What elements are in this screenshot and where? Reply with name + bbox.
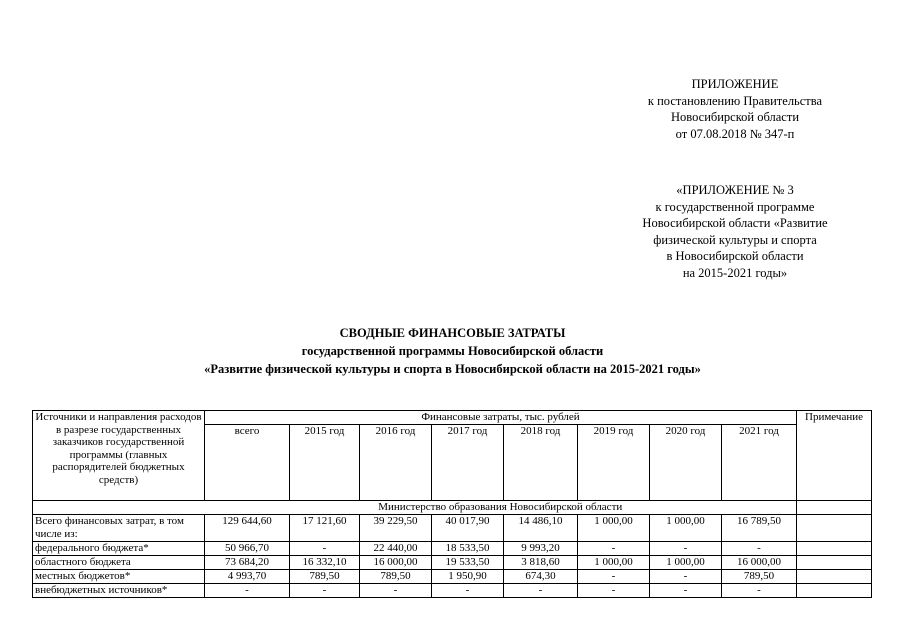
cell-value: 50 966,70 xyxy=(205,542,290,556)
cell-value: 19 533,50 xyxy=(432,556,504,570)
title-line-1: СВОДНЫЕ ФИНАНСОВЫЕ ЗАТРАТЫ xyxy=(339,326,566,340)
row-label: внебюджетных источников* xyxy=(33,584,205,598)
cell-value: - xyxy=(578,584,650,598)
cell-value: 39 229,50 xyxy=(360,515,432,542)
header-col-2016: 2016 год xyxy=(360,425,432,501)
appendix-line: ПРИЛОЖЕНИЕ xyxy=(691,77,779,91)
cell-value: 22 440,00 xyxy=(360,542,432,556)
cell-value: 1 000,00 xyxy=(578,515,650,542)
cell-value: 9 993,20 xyxy=(504,542,578,556)
row-label: Всего финансовых затрат, в том числе из: xyxy=(33,515,205,542)
cell-value: - xyxy=(578,570,650,584)
cell-value: 40 017,90 xyxy=(432,515,504,542)
financial-costs-table xyxy=(32,410,872,598)
cell-value: - xyxy=(578,542,650,556)
appendix-line: от 07.08.2018 № 347-п xyxy=(675,126,795,141)
cell-value: - xyxy=(290,542,360,556)
header-col-2019: 2019 год xyxy=(578,425,650,501)
document-title xyxy=(0,324,905,378)
table-row xyxy=(33,570,872,584)
appendix-line: к постановлению Правительства xyxy=(647,93,823,108)
section-row xyxy=(33,501,872,515)
appendix-line: к государственной программе xyxy=(655,199,815,214)
appendix-line: Новосибирской области «Развитие xyxy=(642,216,828,230)
cell-value: 1 000,00 xyxy=(578,556,650,570)
cell-value: 4 993,70 xyxy=(205,570,290,584)
cell-value: 18 533,50 xyxy=(432,542,504,556)
cell-value: 14 486,10 xyxy=(504,515,578,542)
table-row xyxy=(33,542,872,556)
header-source: Источники и направления расходов в разрезе государственных заказчиков государственной программы (главных распорядителей бюджетных средств) xyxy=(33,411,205,501)
program-appendix-header xyxy=(600,182,870,281)
title-line-3: «Развитие физической культуры и спорта в Новосибирской области на 2015-2021 годы» xyxy=(204,362,701,376)
cell-value: 789,50 xyxy=(360,570,432,584)
row-label: федерального бюджета* xyxy=(33,542,205,556)
cell-note xyxy=(797,556,872,570)
cell-value: - xyxy=(722,542,797,556)
cell-value: 16 000,00 xyxy=(360,556,432,570)
table-row xyxy=(33,515,872,542)
cell-value: - xyxy=(360,584,432,598)
cell-value: - xyxy=(432,584,504,598)
cell-value: 16 000,00 xyxy=(722,556,797,570)
cell-value: 16 332,10 xyxy=(290,556,360,570)
appendix-line: физической культуры и спорта xyxy=(653,232,817,247)
cell-value: 73 684,20 xyxy=(205,556,290,570)
cell-value: 16 789,50 xyxy=(722,515,797,542)
cell-note xyxy=(797,515,872,542)
row-label: областного бюджета xyxy=(33,556,205,570)
header-col-2018: 2018 год xyxy=(504,425,578,501)
row-label: местных бюджетов* xyxy=(33,570,205,584)
cell-note xyxy=(797,570,872,584)
appendix-line: «ПРИЛОЖЕНИЕ № 3 xyxy=(676,183,794,197)
table-row xyxy=(33,584,872,598)
cell-value: 1 950,90 xyxy=(432,570,504,584)
appendix-line: Новосибирской области xyxy=(670,110,800,124)
appendix-line: на 2015-2021 годы» xyxy=(682,265,788,280)
cell-value: 674,30 xyxy=(504,570,578,584)
cell-value: - xyxy=(650,570,722,584)
header-col-2020: 2020 год xyxy=(650,425,722,501)
appendix-line: в Новосибирской области xyxy=(666,249,804,263)
header-col-2017: 2017 год xyxy=(432,425,504,501)
section-title: Министерство образования Новосибирской области xyxy=(205,501,797,515)
cell-value: 3 818,60 xyxy=(504,556,578,570)
cell-value: - xyxy=(650,542,722,556)
header-col-2021: 2021 год xyxy=(722,425,797,501)
cell-note xyxy=(797,542,872,556)
cell-value: - xyxy=(650,584,722,598)
header-col-2015: 2015 год xyxy=(290,425,360,501)
cell-value: 1 000,00 xyxy=(650,556,722,570)
cell-value: 1 000,00 xyxy=(650,515,722,542)
title-line-2: государственной программы Новосибирской области xyxy=(301,344,604,358)
header-costs: Финансовые затраты, тыс. рублей xyxy=(205,411,797,425)
cell-value: - xyxy=(205,584,290,598)
header-col-total: всего xyxy=(205,425,290,501)
cell-value: - xyxy=(722,584,797,598)
cell-value: 129 644,60 xyxy=(205,515,290,542)
cell-note xyxy=(797,584,872,598)
cell-value: 789,50 xyxy=(290,570,360,584)
cell-value: 789,50 xyxy=(722,570,797,584)
cell-value: 17 121,60 xyxy=(290,515,360,542)
table-header-row xyxy=(33,411,872,425)
header-note: Примечание xyxy=(797,411,872,501)
cell-value: - xyxy=(504,584,578,598)
appendix-header xyxy=(600,76,870,142)
table-row xyxy=(33,556,872,570)
cell-value: - xyxy=(290,584,360,598)
